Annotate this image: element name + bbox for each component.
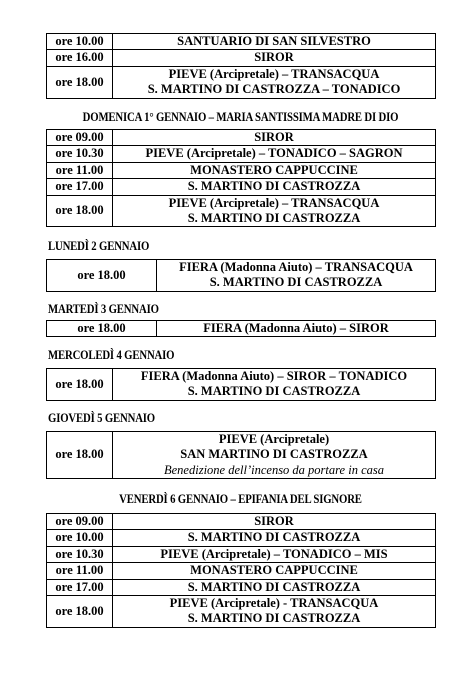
place-cell [113, 369, 436, 401]
place-line: SIROR [254, 514, 294, 528]
place-line: SIROR [254, 50, 294, 65]
time-cell: ore 18.00 [47, 195, 113, 227]
place-line: PIEVE (Arcipretale) – TRANSACQUA [168, 66, 380, 81]
place-line: MONASTERO CAPPUCCINE [190, 563, 358, 578]
table-row [47, 130, 436, 146]
place-line: S. MARTINO DI CASTROZZA [187, 211, 361, 226]
place-cell [113, 195, 436, 227]
place-line: S. MARTINO DI CASTROZZA – TONADICO [147, 82, 401, 97]
place-line: PIEVE (Arcipretale) – TRANSACQUA [168, 195, 380, 210]
time-cell: ore 17.00 [47, 179, 113, 195]
time-cell: ore 18.00 [47, 66, 113, 98]
table-row [47, 34, 436, 50]
place-cell [113, 563, 436, 579]
day-heading: MARTEDÌ 3 GENNAIO [48, 302, 159, 316]
place-cell [113, 130, 436, 146]
place-cell [113, 546, 436, 562]
time-cell: ore 18.00 [47, 260, 157, 292]
place-line: PIEVE (Arcipretale) – TONADICO – MIS [160, 546, 388, 561]
place-cell [113, 432, 436, 479]
time-cell: ore 18.00 [47, 321, 157, 337]
table-row [47, 530, 436, 546]
table-row [47, 179, 436, 195]
time-cell: ore 09.00 [47, 514, 113, 530]
time-cell: ore 18.00 [47, 369, 113, 401]
place-line: MONASTERO CAPPUCCINE [190, 162, 358, 177]
table-row [47, 432, 436, 479]
place-cell [113, 179, 436, 195]
place-cell [157, 321, 436, 337]
time-cell: ore 11.00 [47, 563, 113, 579]
table-row [47, 546, 436, 562]
table-row [47, 195, 436, 227]
place-cell [113, 162, 436, 178]
place-cell [113, 50, 436, 66]
table-row [47, 260, 436, 292]
note-line: Benedizione dell’incenso da portare in casa [164, 462, 384, 477]
place-cell [113, 530, 436, 546]
place-line: S. MARTINO DI CASTROZZA [209, 275, 383, 290]
time-cell: ore 10.30 [47, 146, 113, 162]
place-cell [113, 579, 436, 595]
table-row [47, 66, 436, 98]
place-cell [113, 146, 436, 162]
table-row [47, 321, 436, 337]
place-cell [113, 34, 436, 50]
time-cell: ore 10.00 [47, 34, 113, 50]
time-cell: ore 18.00 [47, 432, 113, 479]
place-line: S. MARTINO DI CASTROZZA [187, 530, 361, 545]
place-line: SANTUARIO DI SAN SILVESTRO [177, 34, 371, 48]
place-line: S. MARTINO DI CASTROZZA [187, 611, 361, 626]
place-cell [113, 596, 436, 628]
time-cell: ore 18.00 [47, 596, 113, 628]
table-row [47, 596, 436, 628]
place-line: PIEVE (Arcipretale) - TRANSACQUA [169, 596, 379, 611]
place-cell [113, 66, 436, 98]
schedule-table-day5 [46, 431, 436, 479]
place-line: FIERA (Madonna Aiuto) – SIROR [203, 321, 389, 335]
schedule-table-day1 [46, 129, 436, 227]
schedule-table-day2 [46, 259, 436, 292]
place-line: SAN MARTINO DI CASTROZZA [180, 447, 368, 462]
table-row [47, 369, 436, 401]
table-row [47, 146, 436, 162]
place-line: S. MARTINO DI CASTROZZA [187, 579, 361, 594]
schedule-table-continuation [46, 33, 436, 99]
place-line: FIERA (Madonna Aiuto) – TRANSACQUA [179, 260, 413, 274]
place-line: S. MARTINO DI CASTROZZA [187, 179, 361, 194]
time-cell: ore 16.00 [47, 50, 113, 66]
table-row [47, 563, 436, 579]
day-heading: VENERDÌ 6 GENNAIO – EPIFANIA DEL SIGNORE [119, 492, 362, 506]
schedule-table-day6 [46, 513, 436, 628]
time-cell: ore 11.00 [47, 162, 113, 178]
table-row [47, 50, 436, 66]
time-cell: ore 09.00 [47, 130, 113, 146]
place-line: SIROR [254, 130, 294, 144]
time-cell: ore 17.00 [47, 579, 113, 595]
schedule-table-day3 [46, 320, 436, 337]
place-cell [157, 260, 436, 292]
time-cell: ore 10.30 [47, 546, 113, 562]
place-line: PIEVE (Arcipretale) – TONADICO – SAGRON [145, 146, 403, 161]
day-heading: LUNEDÌ 2 GENNAIO [48, 239, 150, 253]
place-cell [113, 514, 436, 530]
place-line: PIEVE (Arcipretale) [218, 432, 330, 446]
day-heading: GIOVEDÌ 5 GENNAIO [48, 411, 155, 425]
table-row [47, 162, 436, 178]
day-heading: MERCOLEDÌ 4 GENNAIO [48, 348, 175, 362]
table-row [47, 579, 436, 595]
place-line: S. MARTINO DI CASTROZZA [187, 384, 361, 399]
day-heading: DOMENICA 1° GENNAIO – MARIA SANTISSIMA MADRE DI DIO [82, 110, 399, 124]
time-cell: ore 10.00 [47, 530, 113, 546]
table-row [47, 514, 436, 530]
schedule-table-day4 [46, 368, 436, 401]
place-line: FIERA (Madonna Aiuto) – SIROR – TONADICO [140, 369, 408, 383]
